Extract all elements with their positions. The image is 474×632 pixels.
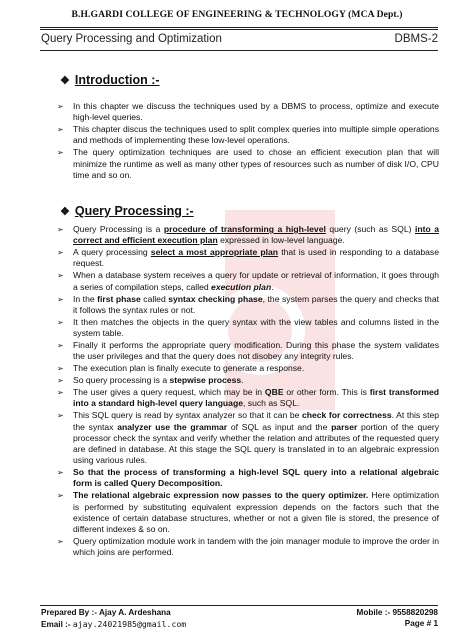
list-item: ➢ So that the process of transforming a high-level SQL query into a relational algebraic form is called Query Decomposition. — [57, 467, 439, 489]
footer-rule — [40, 605, 438, 606]
mobile-line: Mobile :- 9558820298 — [356, 608, 438, 617]
query-processing-list — [57, 224, 439, 559]
subject-code: DBMS-2 — [394, 33, 438, 45]
section-heading-introduction: ❖ Introduction :- — [60, 73, 160, 87]
list-item: ➢ In this chapter we discuss the techniques used by a DBMS to process, optimize and execute high-level queries. — [57, 101, 439, 123]
list-item: ➢ In the first phase called syntax checking phase, the system parses the query and checks that it follows the syntax rules or not. — [57, 293, 439, 315]
header-rule-bottom — [40, 50, 438, 51]
diamond-icon: ❖ — [60, 75, 70, 87]
list-item: ➢ When a database system receives a query for update or retrieval of information, it goes through a series of compilation steps, called execution plan. — [57, 270, 439, 292]
diamond-icon: ❖ — [60, 206, 70, 218]
list-item: ➢ A query processing select a most appropriate plan that is used in responding to a database request. — [57, 247, 440, 269]
page-number: Page # 1 — [404, 619, 438, 628]
list-item: ➢ This chapter discus the techniques used to split complex queries into multiple simple operations and methods of implementing these low-level operations. — [57, 124, 439, 146]
list-item: ➢ Query Processing is a procedure of transforming a high-level query (such as SQL) into a correct and efficient execution plan expressed in low-level language. — [57, 224, 440, 246]
list-item: ➢ The user gives a query request, which may be in QBE or other form. This is first transformed into a standard high-level query language, such as SQL. — [57, 387, 439, 409]
introduction-list — [57, 101, 439, 182]
topic-title: Query Processing and Optimization — [41, 33, 222, 45]
list-item: ➢ The relational algebraic expression now passes to the query optimizer. Here optimization is performed by substituting equivalent expression depends on the factors such that the existence of certain database structures, whether or not a given file is stored, the presence of different indexes & so on. — [57, 490, 439, 535]
college-name: B.H.GARDI COLLEGE OF ENGINEERING & TECHNOLOGY (MCA Dept.) — [71, 9, 403, 20]
list-item: ➢ So query processing is a stepwise process. — [57, 375, 244, 386]
list-item: ➢ This SQL query is read by syntax analyzer so that it can be check for correctness. At this step the syntax analyzer use the grammar of SQL as input and the parser portion of the query processor check the syntax and verify whether the relation and attributes of the requested query are defined in database. At this stage the SQL query is translated in to an algebraic expression using various rules. — [57, 410, 440, 466]
list-item: ➢ It then matches the objects in the query syntax with the view tables and columns listed in the system table. — [57, 316, 439, 339]
prepared-by: Prepared By :- Ajay A. Ardeshana — [41, 608, 171, 617]
header-rule-top — [40, 27, 438, 28]
list-item: ➢ The execution plan is finally execute to generate a response. — [57, 363, 305, 374]
section-heading-query-processing: ❖ Query Processing :- — [60, 204, 194, 218]
list-item: ➢ Query optimization module work in tandem with the join manager module to improve the order in which joins are performed. — [57, 536, 439, 558]
list-item: ➢ Finally it performs the appropriate query modification. During this phase the system validates the user privileges and that the query does not disobey any integrity rules. — [57, 340, 439, 362]
list-item: ➢ The query optimization techniques are used to chose an efficient execution plan that will minimize the runtime as well as many other types of resources such as number of disk I/O, CPU time and so on. — [57, 147, 439, 180]
header-rule-top-2 — [40, 29, 438, 30]
email-link[interactable]: ajay.24021985@gmail.com — [72, 619, 187, 629]
email-line: Email :- ajay.24021985@gmail.com — [41, 619, 187, 629]
